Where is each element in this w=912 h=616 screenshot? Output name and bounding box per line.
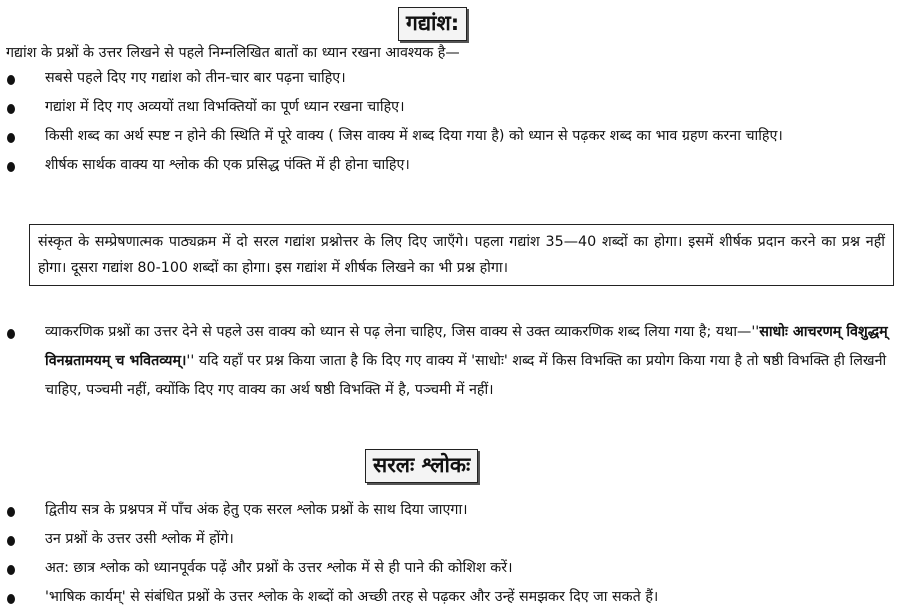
list-item: उन प्रश्नों के उत्तर उसी श्लोक में होंगे। [0, 525, 912, 554]
bullet-icon [7, 104, 15, 114]
grammar-text-before: व्याकरणिक प्रश्नों का उत्तर देने से पहले उस वाक्य को ध्यान से पढ़ लेना चाहिए, जिस वाक्य से उक्त व्याकरणिक शब्द लिया गया है; यथा—'' [45, 324, 760, 340]
list-item: द्वितीय सत्र के प्रश्नपत्र में पाँच अंक हेतु एक सरल श्लोक प्रश्नों के साथ दिया जाएगा। [0, 496, 912, 525]
list-item: शीर्षक सार्थक वाक्य या श्लोक की एक प्रसिद्ध पंक्ति में ही होना चाहिए। [0, 151, 912, 180]
bullet-icon [7, 565, 15, 575]
grammar-bullet-list [0, 318, 912, 405]
bullet-icon [7, 329, 15, 339]
list-item: गद्यांश में दिए गए अव्ययों तथा विभक्तियों का पूर्ण ध्यान रखना चाहिए। [0, 93, 912, 122]
bullet-icon [7, 536, 15, 546]
shlok-bullet-list [0, 496, 912, 612]
bullet-icon [7, 75, 15, 85]
bullet-icon [7, 162, 15, 172]
list-item: 'भाषिक कार्यम्' से संबंधित प्रश्नों के उत्तर श्लोक के शब्दों को अच्छी तरह से पढ़कर और उन्हें समझकर दिए जा सकते हैं। [0, 583, 912, 612]
bullet-icon [7, 133, 15, 143]
list-item: सबसे पहले दिए गए गद्यांश को तीन-चार बार पढ़ना चाहिए। [0, 64, 912, 93]
bullet-icon [7, 507, 15, 517]
intro-text: गद्यांश के प्रश्नों के उत्तर लिखने से पहले निम्नलिखित बातों का ध्यान रखना आवश्यक है— [6, 45, 460, 61]
bullet-icon [7, 594, 15, 604]
gadyansh-bullet-list [0, 64, 912, 180]
list-item: अत: छात्र श्लोक को ध्यानपूर्वक पढ़ें और प्रश्नों के उत्तर श्लोक में से ही पाने की कोशिश करें। [0, 554, 912, 583]
section-heading-saral-shlok: सरलः श्लोकः [365, 449, 478, 483]
section-heading-gadyansh: गद्यांश: [398, 7, 467, 41]
grammar-text-after: '' यदि यहाँ पर प्रश्न किया जाता है कि दिए गए वाक्य में 'साधोः' शब्द में किस विभक्ति का प्रयोग किया गया है तो षष्ठी विभक्ति ही लिखनी चाहिए, पञ्चमी नहीं, क्योंकि दिए गए वाक्य का अर्थ षष्ठी विभक्ति में है, पञ्चमी में नहीं। [45, 353, 887, 398]
sanskrit-example: साधोः आचरणम् विशुद्धम् विनम्रतामयम् च भवितव्यम्। [45, 324, 888, 369]
list-item: किसी शब्द का अर्थ स्पष्ट न होने की स्थिति में पूरे वाक्य ( जिस वाक्य में शब्द दिया गया है) को ध्यान से पढ़कर शब्द का भाव ग्रहण करना चाहिए। [0, 122, 912, 151]
note-box: संस्कृत के सम्प्रेषणात्मक पाठ्यक्रम में दो सरल गद्यांश प्रश्नोत्तर के लिए दिए जाएँगे। पहला गद्यांश 35—40 शब्दों का होगा। इसमें शीर्षक प्रदान करने का प्रश्न नहीं होगा। दूसरा गद्यांश 80-100 शब्दों का होगा। इस गद्यांश में शीर्षक लिखने का भी प्रश्न होगा। [29, 224, 894, 286]
list-item [0, 318, 912, 405]
